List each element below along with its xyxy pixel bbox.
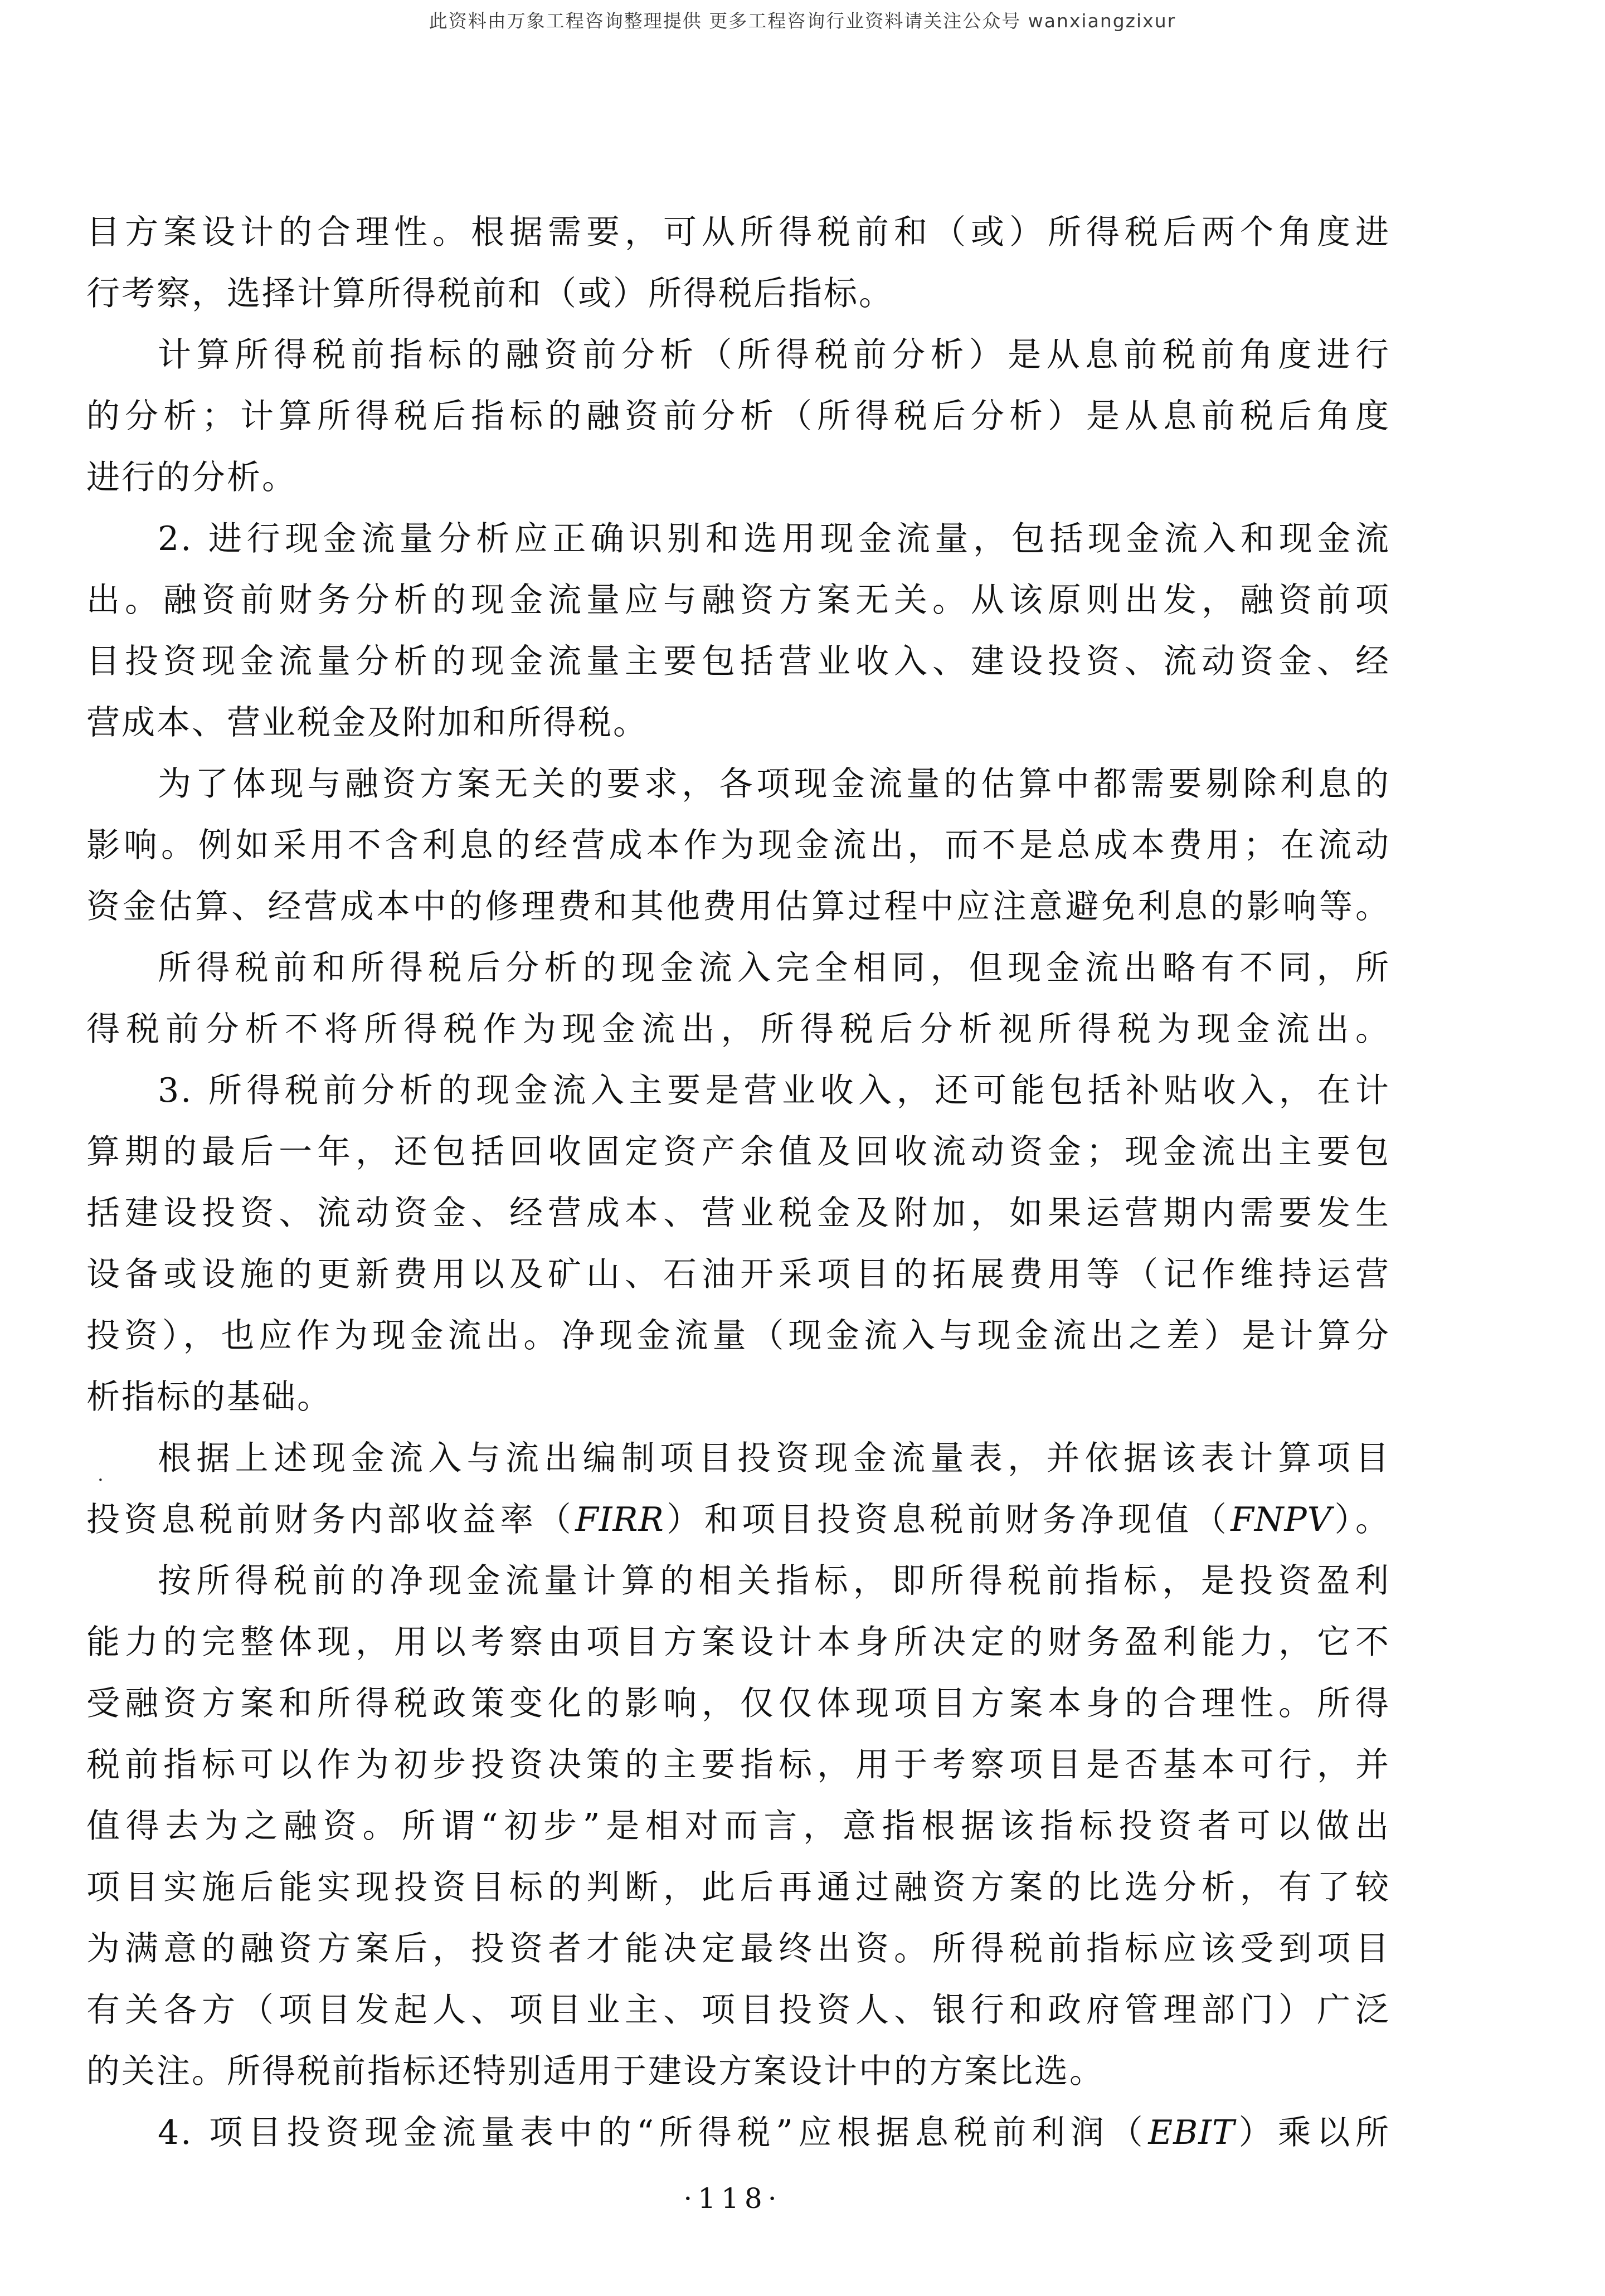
body-line — [86, 999, 1390, 1060]
body-line — [86, 2041, 1390, 2102]
text-run: 影响。例如采用不含利息的经营成本作为现金流出，而不是总成本费用；在流动 — [86, 826, 1390, 865]
body-line — [86, 1183, 1390, 1244]
body-line — [86, 1918, 1390, 1979]
text-run: 投资息税前财务内部收益率（ — [86, 1500, 576, 1539]
text-run: 括建设投资、流动资金、经营成本、营业税金及附加，如果运营期内需要发生 — [86, 1194, 1390, 1233]
body-line — [86, 815, 1390, 876]
text-run: 为满意的融资方案后，投资者才能决定最终出资。所得税前指标应该受到项目 — [86, 1929, 1390, 1968]
text-run: 根据上述现金流入与流出编制项目投资现金流量表，并依据该表计算项目 — [158, 1439, 1390, 1478]
text-run: 有关各方（项目发起人、项目业主、项目投资人、银行和政府管理部门）广泛 — [86, 1991, 1390, 2030]
text-run: 2. 进行现金流量分析应正确识别和选用现金流量，包括现金流入和现金流 — [158, 519, 1390, 558]
body-line — [86, 386, 1390, 447]
body-line — [86, 1121, 1390, 1183]
page-number: ·118· — [683, 2182, 782, 2215]
text-run: 投资），也应作为现金流出。净现金流量（现金流入与现金流出之差）是计算分 — [86, 1316, 1390, 1355]
body-line — [86, 1366, 1390, 1428]
text-run: 行考察，选择计算所得税前和（或）所得税后指标。 — [86, 274, 894, 313]
body-line — [86, 1489, 1390, 1550]
body-line — [86, 937, 1390, 999]
text-run: 的关注。所得税前指标还特别适用于建设方案设计中的方案比选。 — [86, 2052, 1105, 2091]
text-run: 能力的完整体现，用以考察由项目方案设计本身所决定的财务盈利能力，它不 — [86, 1623, 1390, 1662]
text-run: 设备或设施的更新费用以及矿山、石油开采项目的拓展费用等（记作维持运营 — [86, 1255, 1390, 1294]
text-run: 计算所得税前指标的融资前分析（所得税前分析）是从息前税前角度进行 — [158, 335, 1390, 374]
body-line — [86, 1244, 1390, 1305]
body-line — [86, 1550, 1390, 1612]
body-line — [86, 1796, 1390, 1857]
text-run: 目方案设计的合理性。根据需要，可从所得税前和（或）所得税后两个角度进 — [86, 213, 1390, 252]
latin-abbreviation: FNPV — [1230, 1500, 1332, 1539]
latin-abbreviation: EBIT — [1148, 2113, 1235, 2152]
text-run: 项目实施后能实现投资目标的判断，此后再通过融资方案的比选分析，有了较 — [86, 1868, 1390, 1907]
body-line — [86, 692, 1390, 753]
text-run: 营成本、营业税金及附加和所得税。 — [86, 703, 648, 742]
body-line — [86, 753, 1390, 815]
body-line — [86, 1857, 1390, 1918]
body-line — [86, 324, 1390, 386]
latin-abbreviation: FIRR — [575, 1500, 664, 1539]
body-line — [86, 1979, 1390, 2041]
body-line — [86, 1305, 1390, 1366]
body-line — [86, 1612, 1390, 1673]
body-line — [86, 1673, 1390, 1734]
text-run: 进行的分析。 — [86, 458, 297, 497]
text-block — [86, 202, 1390, 2163]
body-line — [86, 2102, 1390, 2163]
text-run: 所得税前和所得税后分析的现金流入完全相同，但现金流出略有不同，所 — [158, 948, 1390, 988]
text-run: 得税前分析不将所得税作为现金流出，所得税后分析视所得税为现金流出。 — [86, 1010, 1390, 1049]
body-line — [86, 1428, 1390, 1489]
text-run: ）。 — [1332, 1500, 1391, 1539]
text-run: 析指标的基础。 — [86, 1378, 332, 1417]
text-run: 3. 所得税前分析的现金流入主要是营业收入，还可能包括补贴收入，在计 — [158, 1071, 1390, 1110]
body-line — [86, 1734, 1390, 1796]
text-run: 为了体现与融资方案无关的要求，各项现金流量的估算中都需要剔除利息的 — [158, 765, 1390, 804]
text-run: 值得去为之融资。所谓“初步”是相对而言，意指根据该指标投资者可以做出 — [86, 1807, 1390, 1846]
body-line — [86, 263, 1390, 324]
body-line — [86, 570, 1390, 631]
body-line — [86, 447, 1390, 508]
text-run: 目投资现金流量分析的现金流量主要包括营业收入、建设投资、流动资金、经 — [86, 642, 1390, 681]
body-line — [86, 1060, 1390, 1121]
watermark-header: 此资料由万象工程咨询整理提供 更多工程咨询行业资料请关注公众号 wanxiangzixur — [429, 10, 1176, 32]
text-run: 税前指标可以作为初步投资决策的主要指标，用于考察项目是否基本可行，并 — [86, 1745, 1390, 1784]
text-run: 按所得税前的净现金流量计算的相关指标，即所得税前指标，是投资盈利 — [158, 1562, 1390, 1601]
text-run: 的分析；计算所得税后指标的融资前分析（所得税后分析）是从息前税后角度 — [86, 397, 1390, 436]
text-run: 受融资方案和所得税政策变化的影响，仅仅体现项目方案本身的合理性。所得 — [86, 1684, 1390, 1723]
text-run: ）乘以所 — [1234, 2113, 1390, 2152]
text-run: ）和项目投资息税前财务净现值（ — [664, 1500, 1231, 1539]
text-run: 算期的最后一年，还包括回收固定资产余值及回收流动资金；现金流出主要包 — [86, 1132, 1390, 1171]
text-run: 4. 项目投资现金流量表中的“所得税”应根据息税前利润（ — [158, 2113, 1149, 2152]
body-line — [86, 508, 1390, 570]
body-line — [86, 202, 1390, 263]
margin-ink-dot: · — [98, 1469, 104, 1491]
text-run: 资金估算、经营成本中的修理费和其他费用估算过程中应注意避免利息的影响等。 — [86, 887, 1390, 926]
body-line — [86, 876, 1390, 937]
body-line — [86, 631, 1390, 692]
text-run: 出。融资前财务分析的现金流量应与融资方案无关。从该原则出发，融资前项 — [86, 581, 1390, 620]
